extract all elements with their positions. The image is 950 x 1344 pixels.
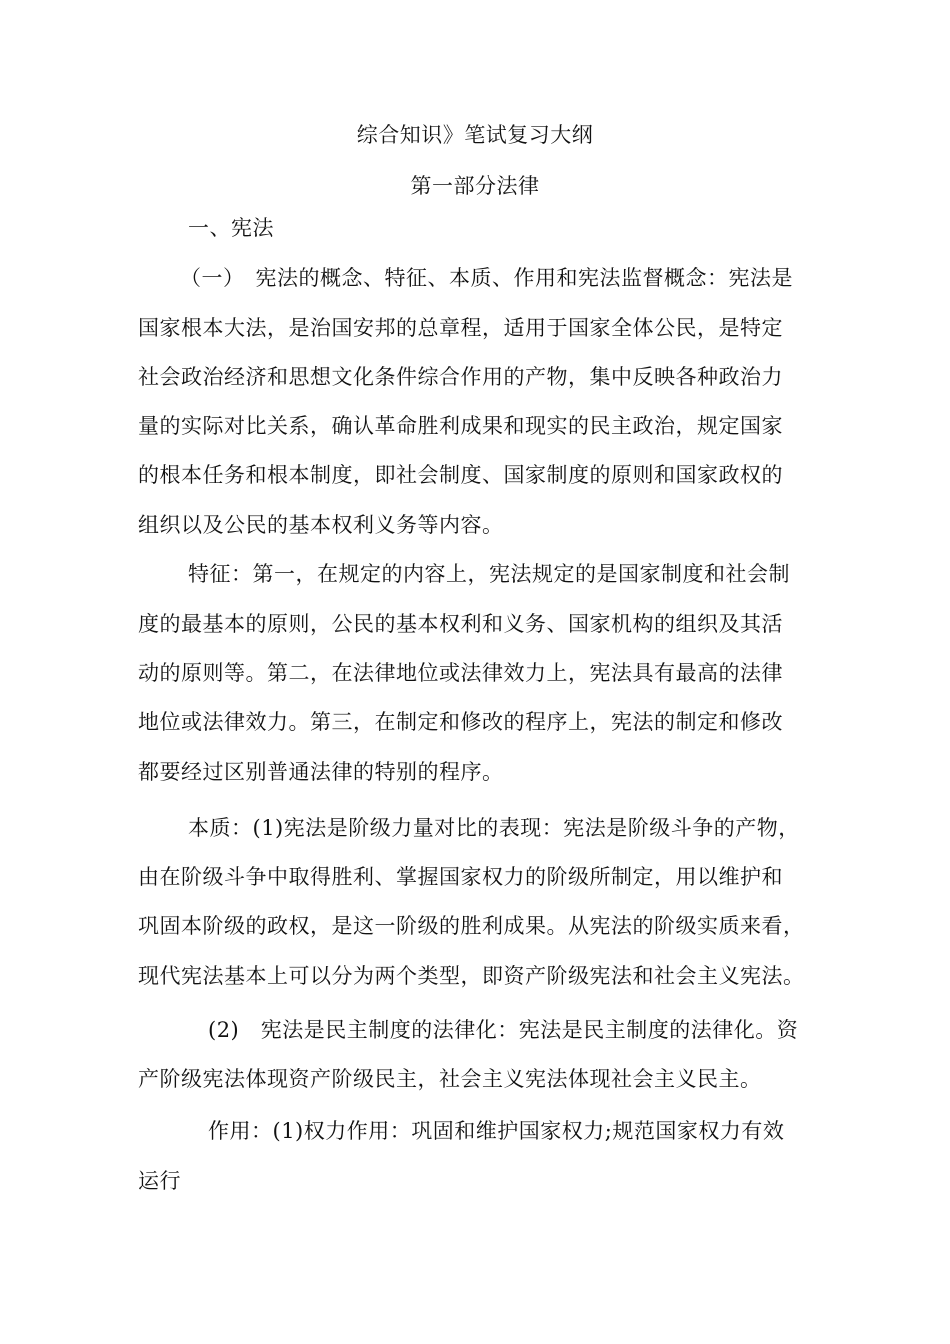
paragraph-2-line-3: 动的原则等。第二，在法律地位或法律效力上，宪法具有最高的法律	[138, 661, 783, 685]
paragraph-2-line-5: 都要经过区别普通法律的特别的程序。	[138, 760, 504, 784]
paragraph-3-line-3: 巩固本阶级的政权，是这一阶级的胜利成果。从宪法的阶级实质来看，	[138, 914, 805, 938]
paragraph-1-line-4: 量的实际对比关系，确认革命胜利成果和现实的民主政治，规定国家	[138, 414, 783, 438]
paragraph-1-line-5: 的根本任务和根本制度，即社会制度、国家制度的原则和国家政权的	[138, 463, 783, 487]
paragraph-1-line-1: （一） 宪法的概念、特征、本质、作用和宪法监督概念：宪法是	[180, 266, 793, 290]
document-title: 综合知识》笔试复习大纲	[356, 123, 594, 147]
paragraph-1-line-2: 国家根本大法，是治国安邦的总章程，适用于国家全体公民，是特定	[138, 316, 783, 340]
paragraph-3-line-2: 由在阶级斗争中取得胜利、掌握国家权力的阶级所制定，用以维护和	[138, 865, 783, 889]
section-heading: 一、宪法	[188, 216, 274, 240]
paragraph-2-line-2: 度的最基本的原则，公民的基本权利和义务、国家机构的组织及其活	[138, 612, 783, 636]
paragraph-2-line-1: 特征：第一，在规定的内容上，宪法规定的是国家制度和社会制	[188, 562, 790, 586]
part-heading: 第一部分法律	[410, 174, 540, 198]
paragraph-3-line-1: 本质：(1)宪法是阶级力量对比的表现：宪法是阶级斗争的产物，	[188, 816, 800, 840]
paragraph-3-line-4: 现代宪法基本上可以分为两个类型，即资产阶级宪法和社会主义宪法。	[138, 964, 805, 988]
paragraph-4-line-2: 产阶级宪法体现资产阶级民主，社会主义宪法体现社会主义民主。	[138, 1067, 762, 1091]
paragraph-1-line-6: 组织以及公民的基本权利义务等内容。	[138, 513, 504, 537]
paragraph-5-line-1: 作用：(1)权力作用：巩固和维护国家权力;规范国家权力有效	[208, 1119, 785, 1143]
paragraph-2-line-4: 地位或法律效力。第三，在制定和修改的程序上，宪法的制定和修改	[138, 710, 783, 734]
paragraph-5-line-2: 运行	[138, 1169, 181, 1193]
paragraph-1-line-3: 社会政治经济和思想文化条件综合作用的产物，集中反映各种政治力	[138, 365, 783, 389]
paragraph-4-line-1: (2) 宪法是民主制度的法律化：宪法是民主制度的法律化。资	[208, 1018, 799, 1042]
